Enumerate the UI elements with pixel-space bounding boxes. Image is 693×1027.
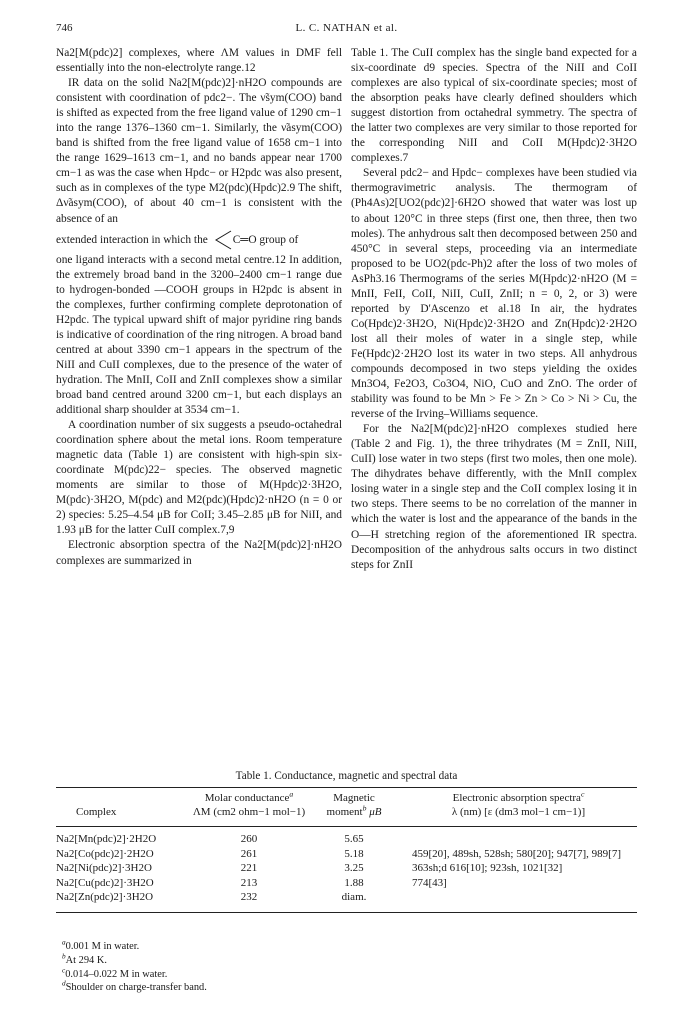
header-magnetic-moment [314,791,394,819]
header-electronic-spectra [401,791,636,819]
header-electronic-2: λ (nm) [ε (dm3 mol−1 cm−1)] [451,806,586,818]
carbonyl-line-post: C═O group of [232,233,299,246]
paragraph-thermal: Several pdc2− and Hpdc− complexes have been studied via thermogravimetric analysis. The thermogram of (Ph4As)2[UO2(pdc)2]·6H2O showed that water was lost up to about 120°C in three steps (first one, then three, then two moles). The anhydrous salt then decomposed between 250 and 450°C in several steps, proceeding via an intermediate proposed to be UO2(pdc-Ph)2 after the loss of two moles of AsPh3.16 Thermograms of the series M(Hpdc)2·nH2O (M = MnII, FeII, CoII, NiII, CuII, ZnII; n = 0, 2, or 3) were reported by D'Ascenzo et al.18 In air, the hydrates Co(Hpdc)2·3H2O, Ni(Hpdc)2·3H2O and Zn(Hpdc)2·2H2O lost all their moles of water in a single step, while Fe(Hpdc)2·2H2O lost its water in two steps. All anhydrous compounds decomposed in two steps yielding the oxides Mn3O4, Fe2O3, Co3O4, NiO, CuO and ZnO. The order of stability was found to be Mn > Fe > Zn > Co > Ni > Cu, the reverse of the Irving–Williams sequence. [351,167,637,421]
table-footnotes [56,940,207,995]
footnote [56,981,207,995]
cell-moment: diam. [341,891,367,904]
table-row [56,890,637,905]
cell-complex: Na2[Ni(pdc)2]·3H2O [56,862,152,875]
running-head [56,22,637,38]
footnote [56,954,207,968]
footnote-text: 0.001 M in water. [65,941,140,952]
header-molar-1: Molar conductance [204,792,290,804]
paragraph-hydrates: For the Na2[M(pdc)2]·nH2O complexes studied here (Table 2 and Fig. 1), the three trihydrates (M = ZnII, NiII, CuII) lose water in two steps (first two moles, then one mole). The dihydrates behave differently, with the MnII complex losing water in a single step and the CoII complex losing it in two steps. There seems to be no correlation of the manner in which the water is lost and the appearance of the bands in the O—H stretching region of the aforementioned IR spectra. Decomposition of the anhydrous salts occurs in two distinct steps for ZnII [351,423,637,571]
header-magnetic-1: Magnetic [333,792,375,804]
cell-spectra: 363sh;d 616[10]; 923sh, 1021[32] [412,862,563,875]
footnote-mark-c: c [580,789,585,799]
footnote-mark-b: b [362,803,367,813]
cell-complex: Na2[Zn(pdc)2]·3H2O [56,891,154,904]
footnote-text: 0.014–0.022 M in water. [65,968,168,980]
right-column [351,46,637,573]
cell-conductance: 232 [240,891,258,904]
table-row [56,832,637,847]
table-row [56,876,637,891]
paragraph-ir-data: IR data on the solid Na2[M(pdc)2]·nH2O compounds are consistent with coordination of pdc2−. The ν̃sym(COO) band is shifted as expected from the free ligand value of 1290 cm−1 into the range 1376–1360 cm−1. Similarly, the ν̃asym(COO) band is shifted from the free ligand value of 1658 cm−1 into the range 1629–1613 cm−1, and no bands appear near 1700 cm−1 as was the case when Hpdc− or H2pdc was also present, such as in complexes of the type M2(pdc)(Hpdc)2.9 The shift, Δν̃asym(COO), of about 40 cm−1 is consistent with the absence of an [56,77,342,225]
cell-conductance: 213 [240,876,258,889]
table-row [56,861,637,876]
footnote-mark: c [62,966,66,975]
header-molar-conductance [174,791,324,819]
carbonyl-line [56,227,342,253]
footnote-mark: a [62,938,66,947]
table-top-rule [56,787,637,788]
cell-spectra: 459[20], 489sh, 528sh; 580[20]; 947[7], 989[7] [412,847,621,860]
page-number: 746 [56,22,73,34]
paragraph: Table 1. The CuII complex has the single band expected for a six-coordinate d9 species. Spectra of the NiII and CoII complexes are also typical of six-coordinate species; most of the absorption peaks have clearly defined shoulders which suggest distortion from octahedral symmetry. The spectra of the latter two complexes are very similar to those reported for the corresponding NiII and CoII M(Hpdc)2·3H2O complexes.7 [351,47,637,165]
footnote-mark-a: a [289,789,294,799]
table-caption: Table 1. Conductance, magnetic and spectral data [235,770,458,782]
header-electronic-1: Electronic absorption spectra [452,792,581,804]
cell-moment: 5.65 [344,833,364,845]
cell-complex: Na2[Co(pdc)2]·2H2O [56,847,154,860]
paragraph-continued: one ligand interacts with a second metal centre.12 In addition, the extremely broad band in the 3200–2400 cm−1 range due to hydrogen-bonded —COOH groups in H2pdc is absent in the complexes, further confirming complete deprotonation of H2pdc. The typical upward shift of major pyridine ring bands is indicative of coordination of the ring nitrogen. A broad band centred at about 3390 cm−1 appears in the spectrum of the NiII and CuII complexes, due to the presence of the water of hydration. The MnII, CoII and ZnII complexes show a similar broad band centred around 3200 cm−1, but each displays an additional sharp shoulder at 3534 cm−1. [56,253,342,417]
footnote [56,940,207,954]
footnote-mark: b [62,952,66,961]
cell-complex: Na2[Cu(pdc)2]·3H2O [56,876,154,889]
cell-moment: 3.25 [344,862,364,875]
table-header [56,791,637,823]
paragraph-electronic: Electronic absorption spectra of the Na2[M(pdc)2]·nH2O complexes are summarized in [56,539,342,567]
table-header-rule [56,826,637,827]
header-magnetic-2: moment [326,806,363,818]
carbonyl-bracket-icon [211,230,233,250]
cell-spectra: 774[43] [412,876,447,889]
left-column [56,46,342,569]
cell-moment: 1.88 [344,876,364,889]
footnote-text: Shoulder on charge-transfer band. [65,982,207,994]
carbonyl-line-pre: extended interaction in which the [56,233,208,246]
header-molar-2: ΛM (cm2 ohm−1 mol−1) [192,806,306,818]
paragraph-coordination: A coordination number of six suggests a pseudo-octahedral coordination sphere about the metal ions. Room temperature magnetic data (Table 1) are consistent with high-spin six-coordinate M(pdc)22− species. The observed magnetic moments are similar to those of M(Hpdc)2·3H2O, M(pdc)·3H2O, M(pdc) and M2(pdc)(Hpdc)2·nH2O (n = 0 or 2) species: 5.25–4.54 μB for CoII; 3.45–2.85 μB for NiII, and 1.93 μB for the latter CuII complex.7,9 [56,419,342,537]
running-title: L. C. NATHAN et al. [295,22,398,34]
cell-conductance: 221 [240,862,258,875]
footnote-text: At 294 K. [65,954,107,966]
footnote-mark: d [62,979,66,988]
cell-moment: 5.18 [344,847,364,860]
cell-conductance: 260 [240,833,258,845]
header-magnetic-unit: μB [369,806,382,818]
table-bottom-rule [56,912,637,913]
footnote [56,968,207,982]
cell-complex: Na2[Mn(pdc)2]·2H2O [56,833,157,845]
table-row [56,847,637,862]
paragraph: Na2[M(pdc)2] complexes, where ΛM values in DMF fell essentially into the non-electrolyte range.12 [56,47,342,75]
header-complex: Complex [76,806,117,818]
table-body [56,832,637,905]
cell-conductance: 261 [240,847,258,860]
